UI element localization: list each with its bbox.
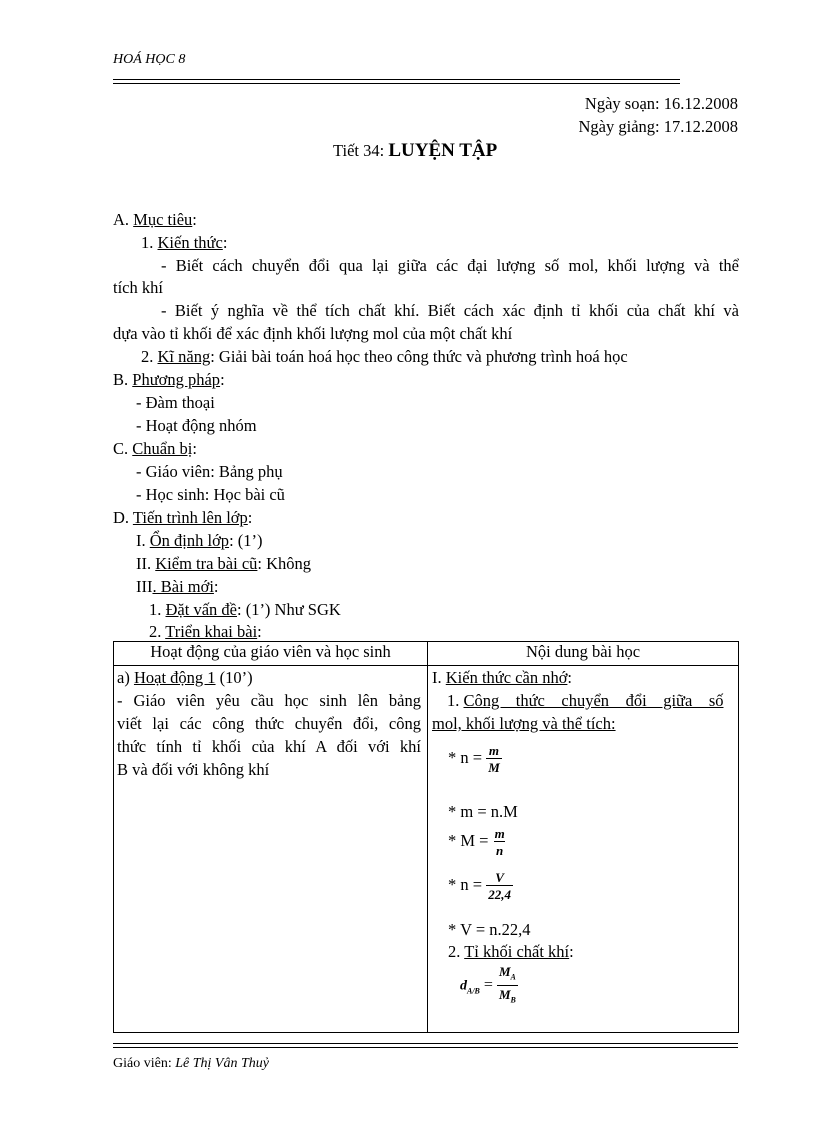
activity-line: thức tính tỉ khối của khí A đối với khí <box>117 737 421 756</box>
section-a2-skills: 2. Kĩ năng: Giải bài toán hoá học theo công thức và phương trình hoá học <box>141 347 628 366</box>
lesson-number: Tiết 34: <box>333 141 385 160</box>
lesson-name: LUYỆN TẬP <box>388 140 498 161</box>
prep-item: - Học sinh: Học bài cũ <box>136 485 285 504</box>
objective-knowledge-2-cont: dựa vào tỉ khối để xác định khối lượng mol của một chất khí <box>113 324 513 343</box>
step-new-lesson: III. Bài mới: <box>136 577 219 596</box>
content-cell <box>428 666 739 1033</box>
lesson-table <box>113 641 739 1033</box>
objective-knowledge-1: - Biết cách chuyển đổi qua lại giữa các đại lượng số mol, khối lượng và thể <box>161 256 739 275</box>
section-a-heading: A. Mục tiêu: <box>113 210 197 229</box>
date-prepared: Ngày soạn: 16.12.2008 <box>584 94 738 113</box>
header-subject: HOÁ HỌC 8 <box>113 52 186 67</box>
formula-moles-from-volume: * n = $\frac{V}{22,4}$ <box>448 870 511 902</box>
prep-item: - Giáo viên: Bảng phụ <box>136 462 283 481</box>
section-a1-heading: 1. Kiến thức: <box>141 233 228 252</box>
table-header-content: Nội dung bài học <box>428 642 739 666</box>
density-heading: 2. Tỉ khối chất khí: <box>448 942 574 961</box>
knowledge-heading: I. Kiến thức cần nhớ: <box>432 668 573 687</box>
objective-knowledge-2: - Biết ý nghĩa về thể tích chất khí. Biết cách xác định tỉ khối của chất khí và <box>161 301 739 320</box>
conversion-formulas-heading: 1. Công thức chuyển đổi giữa số <box>447 691 724 710</box>
formula-moles-from-mass: * n = $\frac{m}{M}$ <box>448 743 500 775</box>
activity-line: B và đối với không khí <box>117 760 270 779</box>
section-d-heading: D. Tiến trình lên lớp: <box>113 508 253 527</box>
section-c-heading: C. Chuẩn bị: <box>113 439 197 458</box>
header-rule-bottom <box>113 83 680 84</box>
method-item: - Đàm thoại <box>136 393 215 412</box>
conversion-formulas-heading-cont: mol, khối lượng và thể tích: <box>432 714 616 733</box>
formula-molar-mass: * M = $\frac{m}{n}$ <box>448 826 505 858</box>
step-problem-setup: 1. Đặt vấn đề: (1’) Như SGK <box>149 600 341 619</box>
activity-line: viết lại các công thức chuyển đổi, công <box>117 714 421 733</box>
activity-1-heading: a) Hoạt động 1 (10’) <box>117 668 253 687</box>
formula-relative-density: $d_{A/B}$ = $\frac{M_A}{M_B}$ <box>460 964 518 1007</box>
table-header-activities: Hoạt động của giáo viên và học sinh <box>114 642 428 666</box>
objective-knowledge-1-cont: tích khí <box>113 278 163 297</box>
footer-rule-bottom <box>113 1047 738 1048</box>
step-lesson-development: 2. Triển khai bài: <box>149 622 262 641</box>
activity-line: - Giáo viên yêu cầu học sinh lên bảng <box>117 691 421 710</box>
step-class-order: I. Ổn định lớp: (1’) <box>136 531 263 550</box>
footer-teacher: Giáo viên: Lê Thị Vân Thuỷ <box>113 1056 269 1071</box>
date-taught: Ngày giảng: 17.12.2008 <box>578 117 738 136</box>
lesson-title <box>333 140 497 162</box>
formula-volume: * V = n.22,4 <box>448 920 531 939</box>
header-rule-top <box>113 79 680 80</box>
footer-rule-top <box>113 1043 738 1044</box>
section-b-heading: B. Phương pháp: <box>113 370 225 389</box>
activities-cell <box>114 666 428 1033</box>
step-old-lesson-check: II. Kiểm tra bài cũ: Không <box>136 554 312 573</box>
method-item: - Hoạt động nhóm <box>136 416 257 435</box>
formula-mass: * m = n.M <box>448 802 518 821</box>
